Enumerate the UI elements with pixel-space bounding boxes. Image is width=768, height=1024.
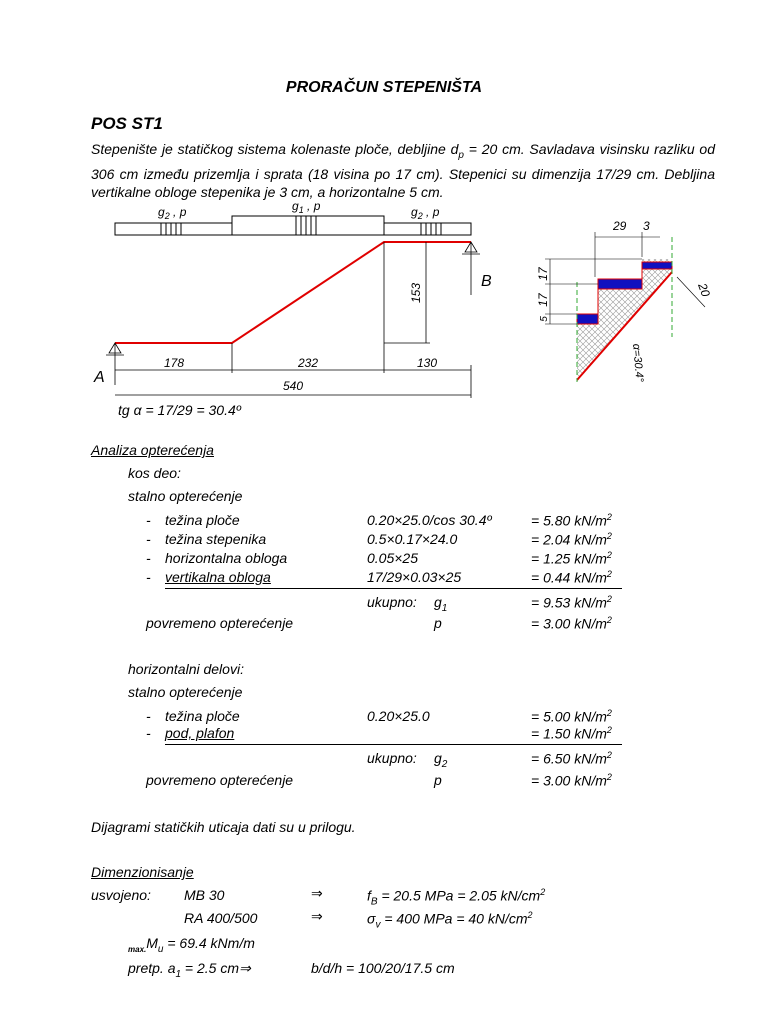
- sum-line-2: [165, 744, 622, 745]
- detail-dim-17-mid: 17: [536, 293, 550, 307]
- p2-value: = 3.00 $kN/m^2$: [531, 772, 612, 789]
- ra-value: RA 400/500: [184, 910, 258, 926]
- detail-dim-5: 5: [539, 316, 550, 322]
- load-row-kos-value: = 1.25 $kN/m^2$: [531, 550, 612, 567]
- p2-symbol: p: [434, 772, 442, 788]
- detail-dim-3: 3: [643, 219, 650, 233]
- load-row-kos-dash: -: [146, 531, 151, 547]
- detail-alpha: α=30.4°: [630, 343, 646, 383]
- load-label-g2-right: $g_2$ , p: [411, 205, 440, 221]
- dim-heading: Dimenzionisanje: [91, 864, 194, 880]
- implies-arrow-2: ⇒: [311, 908, 323, 924]
- povremeno-label-1: povremeno opterećenje: [146, 615, 294, 631]
- mb-value: MB 30: [184, 887, 225, 903]
- load-row-kos-dash: -: [146, 569, 151, 585]
- load-row-kos-expr: 17/29×0.03×25: [367, 569, 462, 585]
- support-label-B: B: [481, 273, 492, 290]
- load-row-horiz-name: pod, plafon: [165, 725, 235, 741]
- analysis-heading: Analiza opterećenja: [91, 442, 214, 458]
- load-row-horiz-name: težina ploče: [165, 708, 240, 724]
- dim-540: 540: [282, 379, 304, 393]
- horizontal-label: horizontalni delovi:: [128, 661, 244, 677]
- mmax-formula: $_{max.}M_u = 69.4$ kNm/m: [128, 935, 255, 955]
- tg-alpha-formula: tg α = 17/29 = 30.4º: [118, 402, 241, 418]
- load-label-g1: $g_1$ , p: [292, 199, 321, 215]
- p1-value: = 3.00 $kN/m^2$: [531, 615, 612, 632]
- load-row-horiz-value: = 5.00 $kN/m^2$: [531, 708, 612, 725]
- load-row-horiz-expr: 0.20×25.0: [367, 708, 430, 724]
- stalno-label-2: stalno opterećenje: [128, 684, 243, 700]
- detail-dim-17-top: 17: [536, 267, 550, 281]
- page-title: PRORAČUN STEPENIŠTA: [285, 79, 483, 96]
- load-label-g2-left: $g_2$ , p: [158, 205, 187, 221]
- dim-178: 178: [163, 356, 185, 370]
- load-row-kos-value: = 5.80 $kN/m^2$: [531, 512, 612, 529]
- p1-symbol: p: [434, 615, 442, 631]
- load-row-horiz-value: = 1.50 $kN/m^2$: [531, 725, 612, 742]
- g1-symbol: $g_1$: [434, 594, 448, 614]
- sigma-v-formula: $\sigma_v = 400$ MPa = 40 $kN/cm^2$: [367, 910, 533, 931]
- stalno-label-1: stalno opterećenje: [128, 488, 243, 504]
- diagrams-note: Dijagrami statičkih uticaja dati su u prilogu.: [91, 819, 356, 835]
- load-row-kos-expr: 0.05×25: [367, 550, 418, 566]
- stair-static-diagram: [0, 195, 510, 425]
- load-row-kos-expr: 0.20×25.0/cos 30.4º: [367, 512, 492, 528]
- load-row-kos-dash: -: [146, 512, 151, 528]
- load-row-kos-expr: 0.5×0.17×24.0: [367, 531, 458, 547]
- dim-153: 153: [409, 282, 423, 304]
- kos-deo-label: kos deo:: [128, 465, 181, 481]
- detail-dim-29: 29: [613, 219, 627, 233]
- fb-formula: $f_B = 20.5$ MPa = 2.05 $kN/cm^2$: [367, 887, 546, 908]
- load-row-horiz-dash: -: [146, 708, 151, 724]
- detail-dim-20: 20: [695, 281, 713, 299]
- ukupno-label-1: ukupno:: [367, 594, 417, 610]
- usvojeno-label: usvojeno:: [91, 887, 151, 903]
- load-row-kos-dash: -: [146, 550, 151, 566]
- section-title: POS ST1: [91, 114, 163, 133]
- support-label-A: A: [94, 369, 105, 386]
- implies-arrow-1: ⇒: [311, 885, 323, 901]
- load-row-kos-name: težina ploče: [165, 512, 240, 528]
- g2-value: = 6.50 $kN/m^2$: [531, 750, 612, 767]
- load-row-kos-value: = 2.04 $kN/m^2$: [531, 531, 612, 548]
- dim-232: 232: [297, 356, 319, 370]
- povremeno-label-2: povremeno opterećenje: [146, 772, 294, 788]
- load-row-kos-name: težina stepenika: [165, 531, 267, 547]
- load-row-kos-name: vertikalna obloga: [165, 569, 271, 585]
- ukupno-label-2: ukupno:: [367, 750, 417, 766]
- intro-paragraph: Stepenište je statičkog sistema kolenaste ploče, debljine $d_p = 20$ cm. Savladava visinsku razliku od 306 cm između prizemlja i sprata (18 visina po 17 cm). Stepenici su dimenzija 17/29 cm. Debljina vertikalne obloge stepenika je 3 cm, a horizontalne 5 cm.: [91, 141, 715, 200]
- sum-line-1: [165, 588, 622, 589]
- bdh-value: b/d/h = 100/20/17.5 cm: [311, 960, 455, 976]
- dim-130: 130: [416, 356, 438, 370]
- load-row-horiz-dash: -: [146, 725, 151, 741]
- pretp-formula: pretp. $a_1 = 2.5$ cm⇒: [128, 960, 251, 980]
- g2-symbol: $g_2$: [434, 750, 448, 770]
- load-row-kos-name: horizontalna obloga: [165, 550, 288, 566]
- g1-value: = 9.53 $kN/m^2$: [531, 594, 612, 611]
- load-row-kos-value: = 0.44 $kN/m^2$: [531, 569, 612, 586]
- stair-detail-section: [535, 212, 713, 390]
